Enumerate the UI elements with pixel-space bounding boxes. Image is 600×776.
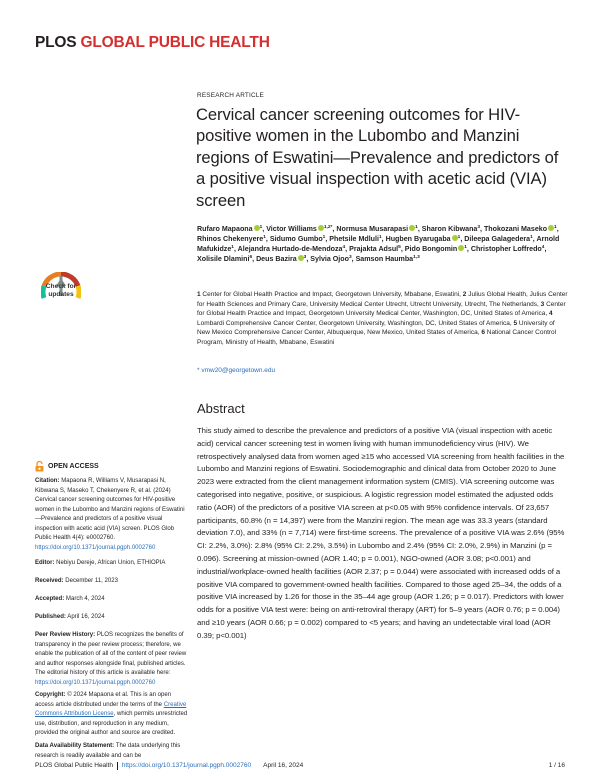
published-block <box>35 613 189 623</box>
affiliation-list <box>197 290 569 348</box>
author-name[interactable]: Christopher Loffredo <box>470 245 542 254</box>
abstract-heading: Abstract <box>197 401 245 416</box>
author-name[interactable]: Thokozani Maseko <box>483 225 548 233</box>
journal-brand: PLOS <box>35 34 77 51</box>
peer-review-doi-link[interactable]: https://doi.org/10.1371/journal.pgph.0002760 <box>35 679 156 686</box>
affiliation-text: Center for Global Health Practice and Impact, Georgetown University, Mbabane, Eswatini, <box>202 291 463 298</box>
author-name[interactable]: Xolisile Dlamini <box>197 255 250 264</box>
badge-line-1: Check for <box>45 283 77 290</box>
data-availability-block <box>35 742 189 762</box>
citation-text: Mapaona R, Williams V, Musarapasi N, Kibwana S, Maseko T, Chekenyere R, et al. (2024) Cervical cancer screening outcomes for HIV-positive women in the Lubombo and Manzini regions of Eswatini—Prevalence and predictors of a positive visual inspection with acetic acid (VIA) screen. PLOS Glob Public Health 4(4): e0002760. <box>35 478 185 541</box>
author-name[interactable]: Sylvia Ojoo <box>310 255 349 264</box>
peer-review-block <box>35 631 189 688</box>
author-affiliation-marker: 1 <box>415 225 418 230</box>
author-list: Rufaro Mapaona $^1$, Victor Williams $^{1,2*}$, Normusa Musarapasi $^1$, Sharon Kibwana$^3$, Thokozani Maseko $^1$, Rhinos Chekenyere$^1$, Sidumo Gumbo$^1$, Phetsile Mdluli$^1$, Hugben Byarugaba $^1$, Dileepa Galagedera$^1$, Arnold Mafukidze$^1$, Alejandra Hurtado-de-Mendoza$^4$, Prajakta Adsul$^5$, Pido Bongomin $^1$, Christopher Loffredo$^4$, Xolisile Dlamini$^6$, Deus Bazira $^3$, Sylvia Ojoo$^3$, Samson Haumba$^{1,3}$ <box>197 225 560 264</box>
open-access-text: OPEN ACCESS <box>48 463 99 470</box>
author-affiliation-marker: 3 <box>303 255 307 261</box>
author-affiliation-marker: 1 <box>263 235 266 241</box>
affiliation-text: Center for Global Health Practice and Impact, Georgetown University Medical Center, Washington, DC, United States of America, <box>197 300 566 318</box>
author-name[interactable]: Arnold Mafukidze <box>197 235 560 254</box>
author-affiliation-marker: 1 <box>554 225 557 230</box>
affiliation-number: 4 <box>549 310 553 318</box>
affiliation-number: 2 <box>462 291 469 298</box>
badge-line-2: updates <box>48 291 74 298</box>
author-affiliation-marker: 3 <box>348 255 352 261</box>
affiliation-text: Julius Global Health, Julius Center for Health Sciences and Primary Care, University Medical Center Utrecht, Utrecht University, Utrecht, The Netherlands, <box>197 291 568 308</box>
data-availability-label: Data Availability Statement: <box>35 743 115 749</box>
data-availability-text: The data underlying this research is readily available and can be <box>35 743 181 759</box>
copyright-label: Copyright: <box>35 692 66 698</box>
author-name[interactable]: Prajakta Adsul <box>349 245 399 254</box>
affiliation-text: National Cancer Control Program, Ministry of Health, Mbabane, Eswatini <box>197 329 557 346</box>
author-affiliation-marker: 1 <box>322 235 326 241</box>
accepted-label: Accepted: <box>35 596 65 602</box>
footer-journal: PLOS Global Public Health <box>35 762 114 769</box>
author-affiliation-marker: 4 <box>541 245 545 251</box>
footer-separator <box>117 762 118 770</box>
editor-block <box>35 559 189 569</box>
copyright-text-1: © 2024 Mapaona et al. This is an open access article distributed under the terms of the <box>35 692 172 708</box>
published-label: Published: <box>35 614 66 620</box>
abstract-text: This study aimed to describe the prevalence and predictors of a positive VIA (visual inspection with acetic acid) cervical cancer screening test in women living with human immunodeficiency virus (HIV). We retrospectively analysed data from women aged ≥15 who accessed VIA screening from health facilities in the Lubombo and Manzini regions of Eswatini. Sociodemographic and clinical data from October 2020 to June 2023 were extracted from the client management information system (CMIS). VIA screening outcome was categorised into negative, positive, or suspicious. A logistic regression model estimated the adjusted odds ratio (AOR) of the predictors of a positive VIA screen at p<0.05 with 95% confidence intervals. Of 23,657 participants, 60.8% (n = 14,397) were from the Manzini region. The mean age was 33.3 years (standard deviation 7.0), and 33% (n = 7,714) were first-time screens. The prevalence of a positive VIA was 2.6% (95% CI: 2.2%, 3.0%): 2.8% (95% CI: 2.2%, 3.5%) in Lubombo and 2.4% (95% CI: 2.0%, 2.9%) in Manzini (p = 0.096). Screening at mission-owned (AOR 1.40; p = 0.001), NGO-owned (AOR 3.08; p<0.001) and industrial/workplace-owned health facilities (AOR 2.37; p = 0.044) were associated with increased odds of a positive VIA compared to government-owned health facilities. Compared to those aged 25–34, the odds of a positive VIA increased by 1.26 for those in the 35–44 age group (AOR 1.26; p = 0.017). Predictors with lower odds for a positive VIA test were: being on anti-retroviral therapy (ART) for 5–9 years (AOR 0.76; p = 0.004) and ≥10 years (AOR 0.66; p = 0.002) compared to <5 years; and having an undetectable viral load (AOR 0.39; p<0.001) <box>197 426 565 640</box>
author-affiliation-marker: 6 <box>249 255 253 261</box>
author-affiliation-marker: 1 <box>464 245 467 251</box>
published-date: April 16, 2024 <box>67 614 105 620</box>
author-name[interactable]: Hugben Byarugaba <box>385 235 451 244</box>
affiliation-number: 3 <box>540 300 547 308</box>
article-title: Cervical cancer screening outcomes for HIV-positive women in the Lubombo and Manzini regions of Eswatini—Prevalence and predictors of a positive visual inspection with acetic acid (VIA) screen <box>196 105 559 210</box>
accepted-date: March 4, 2024 <box>65 596 105 602</box>
author-name[interactable]: Deus Bazira <box>256 255 297 264</box>
citation-label: Citation: <box>35 478 60 484</box>
author-name[interactable]: Samson Haumba <box>355 255 414 264</box>
peer-review-text: PLOS recognizes the benefits of transparency in the peer review process; therefore, we enable the publication of all of the content of peer review and author responses alongside final, published articles. The editorial history of this article is available here: <box>35 632 187 676</box>
received-date: December 11, 2023 <box>65 578 118 584</box>
affiliation-text: University of New Mexico Comprehensive Cancer Center, Albuquerque, New Mexico, United States of America, <box>197 319 555 337</box>
author-affiliation-marker: 1 <box>259 225 263 230</box>
footer-page-number: 1 / 16 <box>548 762 565 769</box>
author-affiliation-marker: 1 <box>231 245 234 251</box>
footer-date: April 16, 2024 <box>263 762 304 769</box>
author-name[interactable]: Rhinos Chekenyere <box>197 235 264 244</box>
editor-text: Nebiyu Dereje, African Union, ETHIOPIA <box>56 560 166 566</box>
author-affiliation-marker: 1 <box>457 235 461 241</box>
citation-block <box>35 477 189 553</box>
affiliation-number: 5 <box>513 319 519 327</box>
page-footer <box>35 762 565 770</box>
journal-header <box>35 34 270 52</box>
open-lock-icon <box>35 461 44 472</box>
peer-review-label: Peer Review History: <box>35 632 96 638</box>
affiliation-number: 6 <box>481 329 487 337</box>
footer-doi-link[interactable]: https://doi.org/10.1371/journal.pgph.0002760 <box>121 762 252 769</box>
author-name[interactable]: Alejandra Hurtado-de-Mendoza <box>237 245 343 254</box>
article-type: RESEARCH ARTICLE <box>197 92 265 99</box>
check-for-updates-label <box>34 283 88 299</box>
affiliation-number: 1 <box>197 291 203 298</box>
author-affiliation-marker: 3 <box>477 225 481 230</box>
author-name[interactable]: Phetsile Mdluli <box>329 235 379 244</box>
author-name[interactable]: Victor Williams <box>266 225 317 233</box>
author-affiliation-marker: 1,2* <box>323 225 333 230</box>
author-affiliation-marker: 1 <box>378 235 382 241</box>
author-name[interactable]: Sharon Kibwana <box>421 225 478 233</box>
copyright-block <box>35 691 189 739</box>
author-name[interactable]: Pido Bongomin <box>404 245 458 254</box>
author-name[interactable]: Dileepa Galagedera <box>464 235 531 244</box>
author-affiliation-marker: 1,3 <box>413 255 420 261</box>
cc-license-link[interactable]: Creative Commons Attribution License <box>35 701 187 717</box>
journal-name: GLOBAL PUBLIC HEALTH <box>80 34 270 51</box>
author-affiliation-marker: 4 <box>342 245 346 251</box>
author-name[interactable]: Rufaro Mapaona <box>197 225 253 233</box>
author-name[interactable]: Normusa Musarapasi <box>336 225 409 233</box>
accepted-block <box>35 595 189 605</box>
author-name[interactable]: Sidumo Gumbo <box>269 235 323 244</box>
corresponding-email-link[interactable]: * vmw20@georgetown.edu <box>197 367 276 374</box>
received-label: Received: <box>35 578 64 584</box>
received-block <box>35 577 189 587</box>
affiliation-text: Lombardi Comprehensive Cancer Center, Georgetown University, Washington, DC, United States of America, <box>197 319 514 327</box>
citation-doi-link[interactable]: https://doi.org/10.1371/journal.pgph.0002760 <box>35 544 156 551</box>
copyright-text-2: , which permits unrestricted use, distribution, and reproduction in any medium, provided the original author and source are credited. <box>35 711 188 736</box>
editor-label: Editor: <box>35 560 55 566</box>
author-affiliation-marker: 1 <box>530 235 533 241</box>
open-access-label <box>35 461 99 472</box>
author-affiliation-marker: 5 <box>398 245 401 251</box>
